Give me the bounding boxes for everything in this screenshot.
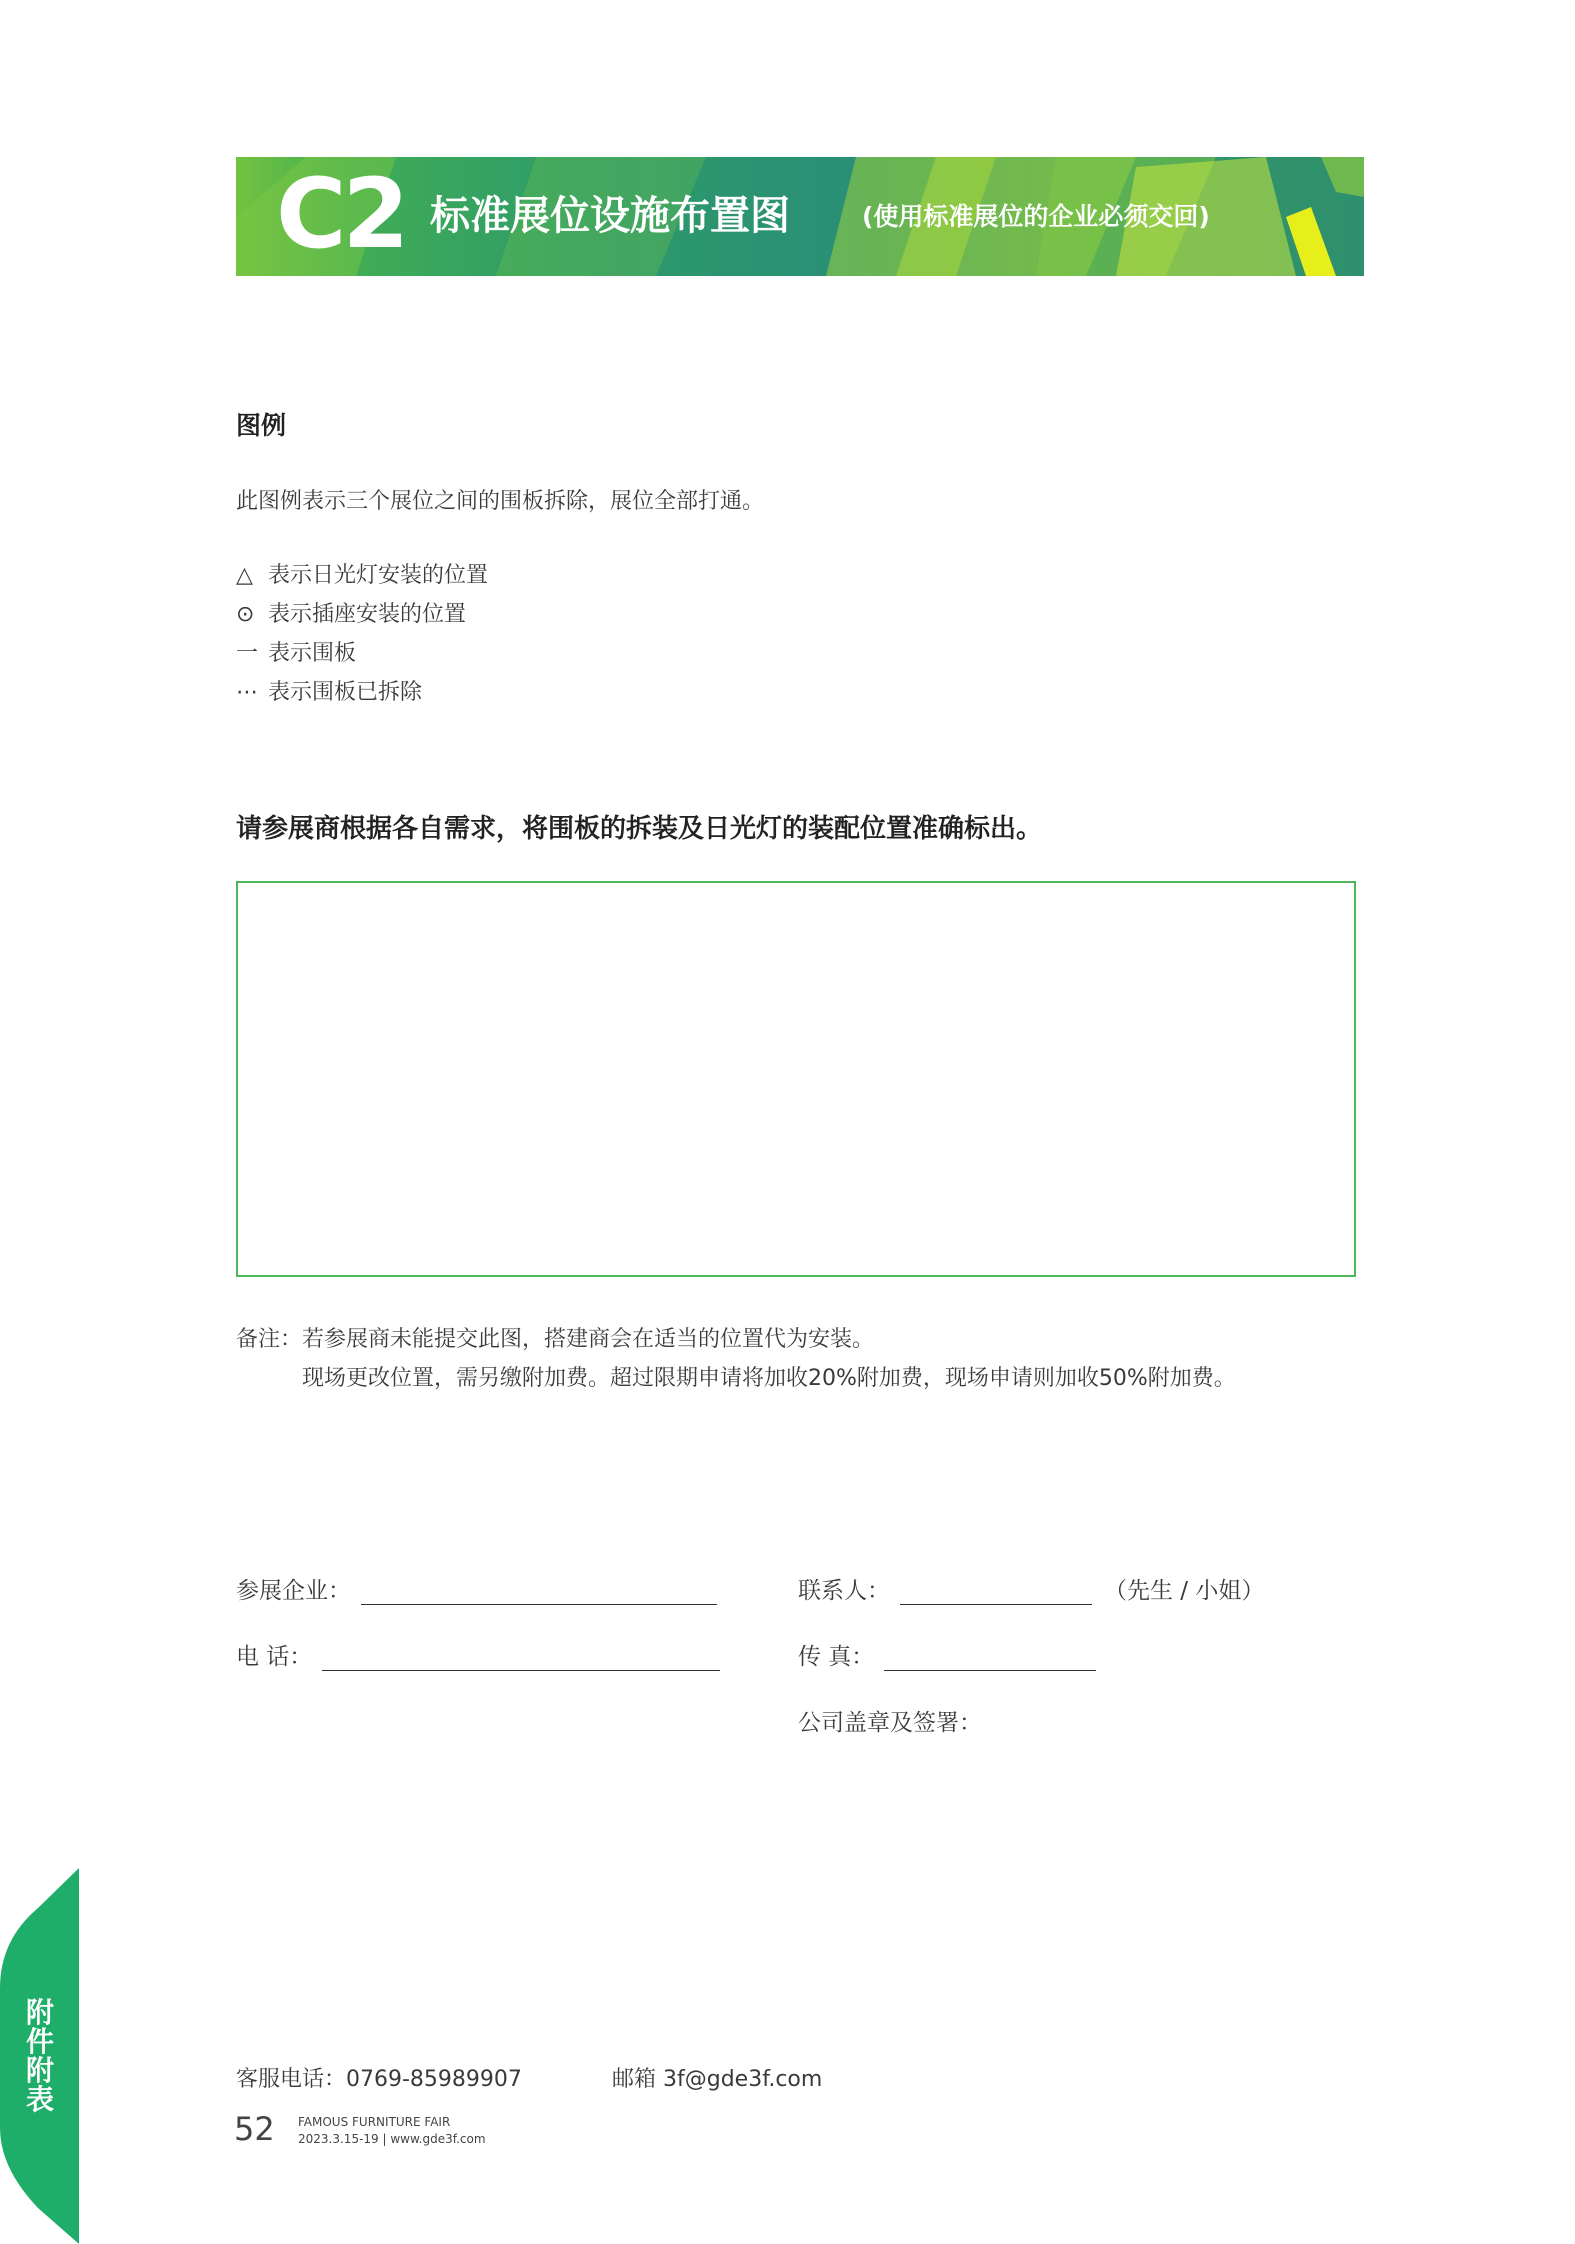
page-title: 标准展位设施布置图 xyxy=(430,193,790,239)
legend-item xyxy=(236,634,488,673)
legend-text: 表示围板已拆除 xyxy=(268,680,423,705)
legend-list xyxy=(236,556,488,712)
fax-input-line[interactable] xyxy=(884,1644,1096,1671)
fair-name: FAMOUS FURNITURE FAIR xyxy=(298,2115,451,2129)
legend-text: 表示日光灯安装的位置 xyxy=(268,563,489,588)
fax-label: 传 真： xyxy=(798,1644,875,1670)
service-phone: 客服电话：0769-85989907 xyxy=(236,2067,522,2092)
legend-item xyxy=(236,673,488,712)
panel-line-icon: 一 xyxy=(236,641,259,666)
legend-text: 表示插座安装的位置 xyxy=(268,602,467,627)
contact-label: 联系人： xyxy=(798,1578,890,1604)
email: 邮箱 3f@gde3f.com xyxy=(612,2067,823,2092)
page-number: 52 xyxy=(234,2110,275,2148)
phone-field xyxy=(236,1638,720,1671)
phone-input-line[interactable] xyxy=(322,1644,720,1671)
form-code: C2 xyxy=(276,158,406,270)
header-banner xyxy=(236,157,1364,276)
remark-line-2: 现场更改位置，需另缴附加费。超过限期申请将加收20%附加费，现场申请则加收50%附加费。 xyxy=(302,1366,1236,1391)
remark-line-1: 备注：若参展商未能提交此图，搭建商会在适当的位置代为安装。 xyxy=(236,1327,875,1352)
legend-item xyxy=(236,556,488,595)
legend-heading: 图例 xyxy=(236,411,287,440)
layout-drawing-area[interactable] xyxy=(236,881,1356,1277)
legend-description: 此图例表示三个展位之间的围板拆除，展位全部打通。 xyxy=(236,489,765,514)
seal-field xyxy=(798,1704,982,1737)
contact-field xyxy=(798,1572,1264,1605)
instruction-text: 请参展商根据各自需求，将围板的拆装及日光灯的装配位置准确标出。 xyxy=(236,814,1043,844)
phone-label: 电 话： xyxy=(236,1644,313,1670)
legend-text: 表示围板 xyxy=(268,641,357,666)
contact-suffix: （先生 / 小姐） xyxy=(1104,1578,1265,1604)
legend-item xyxy=(236,595,488,634)
dotted-line-icon: ⋯ xyxy=(236,680,258,705)
title-note: (使用标准展位的企业必须交回) xyxy=(862,202,1210,231)
contact-input-line[interactable] xyxy=(900,1578,1092,1605)
remark xyxy=(236,1320,1236,1398)
company-input-line[interactable] xyxy=(361,1578,717,1605)
company-label: 参展企业： xyxy=(236,1578,351,1604)
company-field xyxy=(236,1572,717,1605)
fax-field xyxy=(798,1638,1096,1671)
seal-label: 公司盖章及签署： xyxy=(798,1710,982,1736)
fair-dates-site: 2023.3.15-19 | www.gde3f.com xyxy=(298,2132,486,2146)
side-tab-label: 附件附表 xyxy=(25,1996,54,2116)
fair-info xyxy=(298,2114,486,2148)
appendix-side-tab xyxy=(0,1868,79,2244)
triangle-icon: △ xyxy=(236,563,253,588)
socket-icon: ⊙ xyxy=(236,602,255,627)
